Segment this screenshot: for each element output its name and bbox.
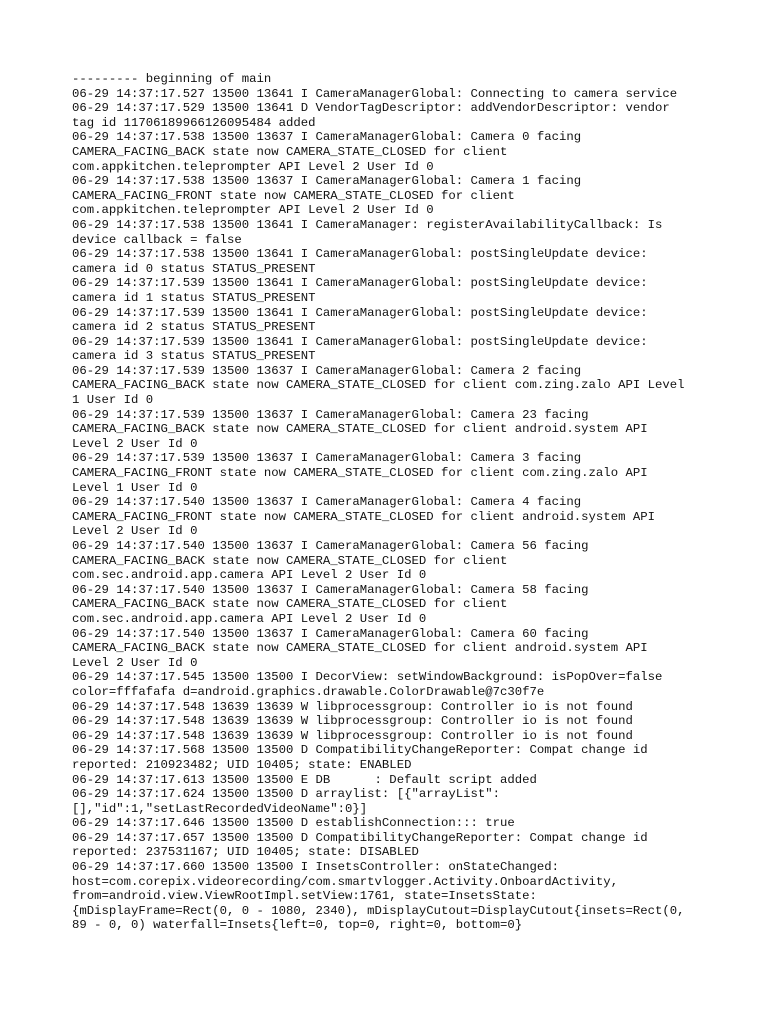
log-line: 06-29 14:37:17.545 13500 13500 I DecorView: setWindowBackground: isPopOver=false color=fffafafa d=android.graphics.drawable.ColorDrawable@7c30f7e [72,670,663,699]
log-line: 06-29 14:37:17.538 13500 13641 I CameraManager: registerAvailabilityCallback: Is device callback = false [72,217,663,247]
log-line: 06-29 14:37:17.540 13500 13637 I CameraManagerGlobal: Camera 58 facing CAMERA_FACING_BACK state now CAMERA_STATE_CLOSED for client com.sec.android.app.camera API Level 2 User Id 0 [72,582,589,626]
log-line: 06-29 14:37:17.660 13500 13500 I InsetsController: onStateChanged: host=com.corepix.videorecording/com.smartvlogger.Activity.OnboardActivity, from=android.view.ViewRootImpl.setView:1761, state=InsetsState: {mDisplayFrame=Rect(0, 0 - 1080, 2340), mDisplayCutout=DisplayCutout{insets=Rect(0, 89 - 0, 0) waterfall=Insets{left=0, top=0, right=0, bottom=0} [72,860,685,933]
log-line: 06-29 14:37:17.529 13500 13641 D VendorTagDescriptor: addVendorDescriptor: vendor tag id 11706189966126095484 added [72,101,670,130]
log-line: 06-29 14:37:17.657 13500 13500 D CompatibilityChangeReporter: Compat change id reported: 237531167; UID 10405; state: DISABLED [72,830,648,860]
log-line: 06-29 14:37:17.624 13500 13500 D arraylist: [{"arrayList": [],"id":1,"setLastRecordedVideoName":0}] [72,787,501,816]
log-line: 06-29 14:37:17.540 13500 13637 I CameraManagerGlobal: Camera 56 facing CAMERA_FACING_BACK state now CAMERA_STATE_CLOSED for client com.sec.android.app.camera API Level 2 User Id 0 [72,539,589,583]
log-line: 06-29 14:37:17.527 13500 13641 I CameraManagerGlobal: Connecting to camera service [72,86,678,101]
log-line: 06-29 14:37:17.646 13500 13500 D establishConnection::: true [72,816,515,831]
log-line: 06-29 14:37:17.539 13500 13637 I CameraManagerGlobal: Camera 3 facing CAMERA_FACING_FRONT state now CAMERA_STATE_CLOSED for client com.zing.zalo API Level 1 User Id 0 [72,451,648,495]
log-line: 06-29 14:37:17.539 13500 13641 I CameraManagerGlobal: postSingleUpdate device: camera id 3 status STATUS_PRESENT [72,334,648,364]
log-line: 06-29 14:37:17.538 13500 13637 I CameraManagerGlobal: Camera 0 facing CAMERA_FACING_BACK state now CAMERA_STATE_CLOSED for client com.appkitchen.teleprompter API Level 2 User Id 0 [72,130,582,174]
log-line: 06-29 14:37:17.539 13500 13641 I CameraManagerGlobal: postSingleUpdate device: camera id 1 status STATUS_PRESENT [72,276,648,305]
log-line: 06-29 14:37:17.568 13500 13500 D CompatibilityChangeReporter: Compat change id reported: 210923482; UID 10405; state: ENABLED [72,743,648,772]
log-line: 06-29 14:37:17.539 13500 13641 I CameraManagerGlobal: postSingleUpdate device: camera id 2 status STATUS_PRESENT [72,305,648,335]
log-line: 06-29 14:37:17.613 13500 13500 E DB : Default script added [72,772,537,787]
log-line: 06-29 14:37:17.539 13500 13637 I CameraManagerGlobal: Camera 2 facing CAMERA_FACING_BACK state now CAMERA_STATE_CLOSED for client com.zing.zalo API Level 1 User Id 0 [72,363,685,408]
log-line: 06-29 14:37:17.540 13500 13637 I CameraManagerGlobal: Camera 4 facing CAMERA_FACING_FRONT state now CAMERA_STATE_CLOSED for client android.system API Level 2 User Id 0 [72,495,655,539]
log-line: 06-29 14:37:17.540 13500 13637 I CameraManagerGlobal: Camera 60 facing CAMERA_FACING_BACK state now CAMERA_STATE_CLOSED for client android.system API Level 2 User Id 0 [72,626,648,670]
log-line: --------- beginning of main [72,72,272,86]
log-line: 06-29 14:37:17.548 13639 13639 W libprocessgroup: Controller io is not found [72,699,633,714]
log-line: 06-29 14:37:17.538 13500 13637 I CameraManagerGlobal: Camera 1 facing CAMERA_FACING_FRONT state now CAMERA_STATE_CLOSED for client com.appkitchen.teleprompter API Level 2 User Id 0 [72,174,582,218]
log-line: 06-29 14:37:17.538 13500 13641 I CameraManagerGlobal: postSingleUpdate device: camera id 0 status STATUS_PRESENT [72,247,648,276]
log-line: 06-29 14:37:17.548 13639 13639 W libprocessgroup: Controller io is not found [72,714,633,729]
log-document [72,72,712,933]
log-line: 06-29 14:37:17.539 13500 13637 I CameraManagerGlobal: Camera 23 facing CAMERA_FACING_BACK state now CAMERA_STATE_CLOSED for client android.system API Level 2 User Id 0 [72,407,648,451]
log-line: 06-29 14:37:17.548 13639 13639 W libprocessgroup: Controller io is not found [72,728,633,743]
